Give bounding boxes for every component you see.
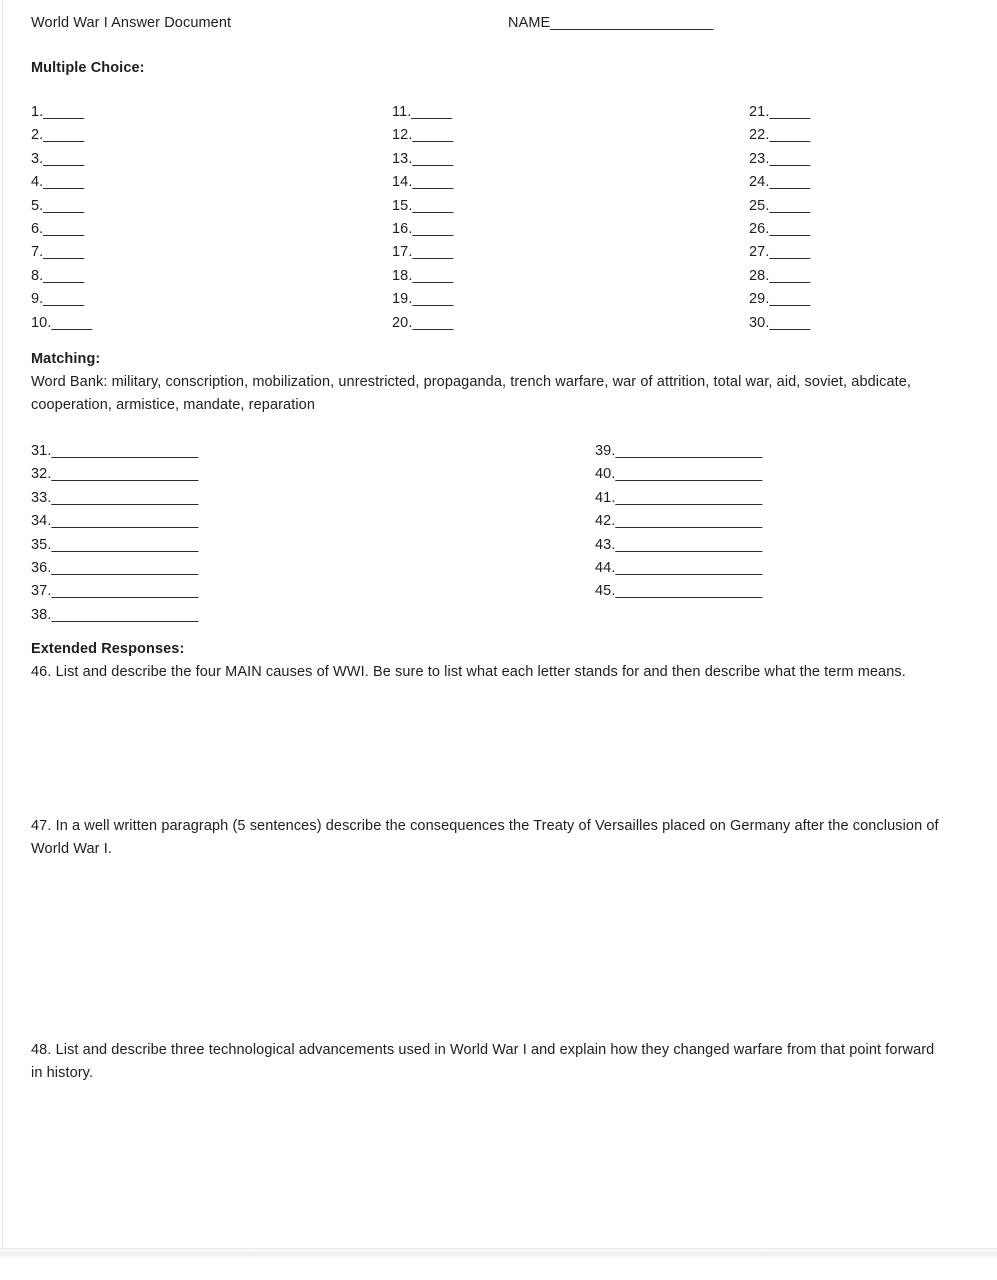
matching-blank[interactable]: 37.__________________ xyxy=(31,583,199,600)
page-break-divider xyxy=(0,1248,997,1259)
answer-blank[interactable]: 18._____ xyxy=(392,267,454,284)
matching-blank[interactable]: 33.__________________ xyxy=(31,489,199,506)
answer-blank[interactable]: 10._____ xyxy=(31,314,93,331)
answer-blank[interactable]: 13._____ xyxy=(392,150,454,167)
answer-blank[interactable]: 29._____ xyxy=(749,291,811,308)
answer-blank[interactable]: 15._____ xyxy=(392,197,454,214)
question-47: 47. In a well written paragraph (5 sentences) describe the consequences the Treaty of Versailles placed on Germany after the conclusion of World War I. xyxy=(31,818,939,858)
answer-blank[interactable]: 20._____ xyxy=(392,314,454,331)
matching-blank[interactable]: 42.__________________ xyxy=(595,513,763,530)
answer-blank[interactable]: 17._____ xyxy=(392,244,454,261)
answer-blank[interactable]: 4._____ xyxy=(31,174,85,191)
document-header xyxy=(31,12,966,32)
answer-blank[interactable]: 5._____ xyxy=(31,197,85,214)
word-bank: Word Bank: military, conscription, mobilization, unrestricted, propaganda, trench warfare, war of attrition, total war, aid, soviet, abdicate, cooperation, armistice, mandate, reparation xyxy=(31,374,912,414)
page-title: World War I Answer Document xyxy=(31,15,232,31)
matching-blank[interactable]: 38.__________________ xyxy=(31,606,199,623)
section-heading-extended-responses: Extended Responses: xyxy=(31,641,185,657)
matching-column-1 xyxy=(31,440,198,627)
matching-blank[interactable]: 41.__________________ xyxy=(595,489,763,506)
multiple-choice-column-3 xyxy=(749,101,810,335)
answer-blank[interactable]: 11._____ xyxy=(392,104,453,120)
matching-blank[interactable]: 43.__________________ xyxy=(595,536,763,553)
section-heading-multiple-choice: Multiple Choice: xyxy=(31,60,145,76)
answer-blank[interactable]: 23._____ xyxy=(749,150,811,167)
matching-blank[interactable]: 35.__________________ xyxy=(31,536,199,553)
answer-blank[interactable]: 28._____ xyxy=(749,267,811,284)
page-left-edge-rule xyxy=(2,0,3,1248)
matching-blank[interactable]: 34.__________________ xyxy=(31,513,199,530)
answer-blank[interactable]: 16._____ xyxy=(392,220,454,237)
multiple-choice-column-2 xyxy=(392,101,453,335)
answer-space-48[interactable] xyxy=(31,1089,943,1239)
answer-blank[interactable]: 12._____ xyxy=(392,127,454,144)
answer-blank[interactable]: 26._____ xyxy=(749,220,811,237)
answer-blank[interactable]: 14._____ xyxy=(392,174,454,191)
answer-blank[interactable]: 7._____ xyxy=(31,244,85,261)
name-field[interactable]: NAME____________________ xyxy=(508,15,714,31)
answer-blank[interactable]: 1._____ xyxy=(31,104,85,120)
question-46: 46. List and describe the four MAIN causes of WWI. Be sure to list what each letter stands for and then describe what the term means. xyxy=(31,664,906,680)
answer-space-46[interactable] xyxy=(31,710,943,810)
answer-blank[interactable]: 2._____ xyxy=(31,127,85,144)
answer-blank[interactable]: 22._____ xyxy=(749,127,811,144)
answer-blank[interactable]: 21._____ xyxy=(749,104,811,120)
matching-column-2 xyxy=(595,440,762,604)
answer-blank[interactable]: 24._____ xyxy=(749,174,811,191)
answer-blank[interactable]: 27._____ xyxy=(749,244,811,261)
matching-blank[interactable]: 40.__________________ xyxy=(595,466,763,483)
answer-blank[interactable]: 9._____ xyxy=(31,291,85,308)
matching-blank[interactable]: 36.__________________ xyxy=(31,559,199,576)
question-48: 48. List and describe three technological advancements used in World War I and explain how they changed warfare from that point forward in history. xyxy=(31,1042,935,1082)
answer-space-47[interactable] xyxy=(31,865,943,1033)
answer-blank[interactable]: 19._____ xyxy=(392,291,454,308)
matching-blank[interactable]: 32.__________________ xyxy=(31,466,199,483)
matching-blank[interactable]: 39.__________________ xyxy=(595,443,763,459)
answer-blank[interactable]: 30._____ xyxy=(749,314,811,331)
matching-blank[interactable]: 31.__________________ xyxy=(31,443,199,459)
answer-blank[interactable]: 8._____ xyxy=(31,267,85,284)
answer-blank[interactable]: 25._____ xyxy=(749,197,811,214)
answer-blank[interactable]: 3._____ xyxy=(31,150,85,167)
section-heading-matching: Matching: xyxy=(31,351,101,367)
matching-blank[interactable]: 45.__________________ xyxy=(595,583,763,600)
multiple-choice-column-1 xyxy=(31,101,92,335)
answer-blank[interactable]: 6._____ xyxy=(31,220,85,237)
matching-blank[interactable]: 44.__________________ xyxy=(595,559,763,576)
